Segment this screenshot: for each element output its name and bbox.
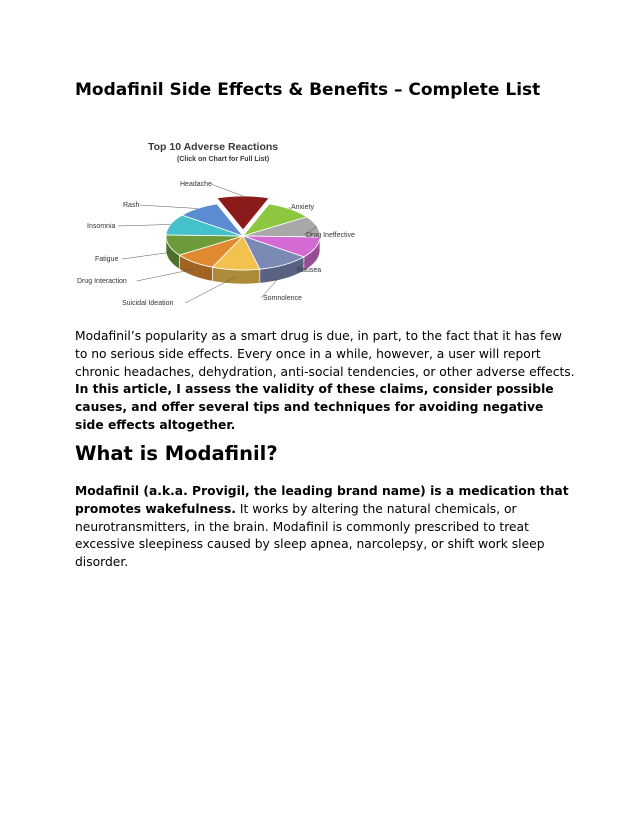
leader-line-fatigue: [122, 252, 169, 259]
leader-line-headache: [211, 184, 243, 196]
intro-paragraph: [75, 328, 575, 435]
page-title: Modafinil Side Effects & Benefits – Complete List: [75, 80, 541, 100]
label-anxiety: Anxiety: [291, 204, 314, 211]
leader-line-drug-interaction: [137, 269, 194, 281]
intro-bold-text: In this article, I assess the validity of these claims, consider possible causes, and offer several tips and techniques for avoiding negative side effects altogether.: [75, 382, 554, 432]
label-somnolence: Somnolence: [263, 295, 302, 302]
section-paragraph: [75, 483, 575, 572]
label-fatigue: Fatigue: [95, 256, 119, 263]
chart-subtitle: (Click on Chart for Full List): [177, 156, 270, 163]
section-text: It works by altering the natural chemicals, or neurotransmitters, in the brain. Modafinil is commonly prescribed to treat excessive sleepiness caused by sleep apnea, narcolepsy, or shift work sleep disorder.: [75, 501, 545, 570]
section-heading: What is Modafinil?: [75, 442, 278, 465]
label-rash: Rash: [123, 202, 140, 209]
intro-text: Modafinil’s popularity as a smart drug is due, in part, to the fact that it has few to no serious side effects. Every once in a while, however, a user will report chronic headaches, dehydration, anti-social tendencies, or other adverse effects.: [75, 329, 575, 379]
leader-line-insomnia: [118, 224, 171, 226]
leader-line-rash: [139, 205, 197, 208]
label-suicidal-ideation: Suicidal Ideation: [122, 300, 174, 307]
adverse-reactions-chart[interactable]: [75, 134, 375, 314]
label-nausea: Nausea: [297, 267, 322, 274]
label-drug-interaction: Drug Interaction: [77, 278, 127, 285]
section-bold-text: Modafinil (a.k.a. Provigil, the leading brand name) is a medication that promotes wakefulness.: [75, 484, 569, 516]
label-headache: Headache: [180, 181, 212, 188]
label-drug-ineffective: Drug Ineffective: [306, 232, 355, 239]
chart-title: Top 10 Adverse Reactions: [148, 141, 279, 153]
label-insomnia: Insomnia: [87, 223, 116, 230]
